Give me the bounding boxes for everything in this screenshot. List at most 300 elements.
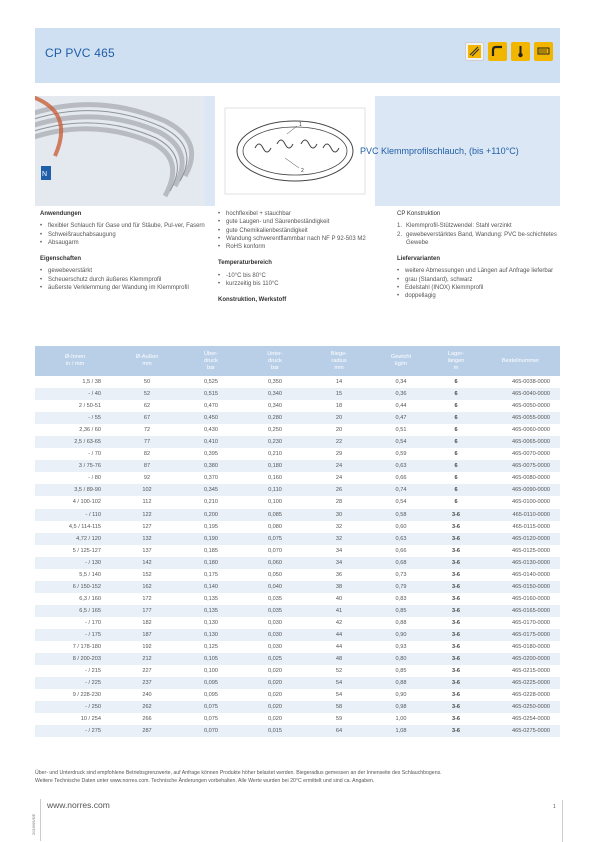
feature-icons (465, 42, 553, 61)
shipping-icon (534, 42, 553, 61)
column-3 (397, 210, 557, 309)
table-cell: 0,410 (179, 436, 243, 448)
table-cell: 112 (115, 496, 179, 508)
table-cell: 0,450 (179, 412, 243, 424)
table-cell: 3-6 (431, 629, 481, 641)
list-liefervarianten (397, 267, 557, 300)
table-cell: 1,08 (371, 725, 431, 737)
table-cell: 6 (431, 376, 481, 388)
table-cell: 26 (307, 484, 371, 496)
table-cell: 0,030 (243, 641, 307, 653)
table-cell: 0,54 (371, 436, 431, 448)
table-cell: 6 (431, 496, 481, 508)
table-cell: 6 (431, 448, 481, 460)
table-cell: 0,51 (371, 424, 431, 436)
table-cell: 0,210 (243, 448, 307, 460)
table-cell: 0,430 (179, 424, 243, 436)
table-cell: 0,93 (371, 641, 431, 653)
table-cell: 34 (307, 545, 371, 557)
table-cell: 0,075 (179, 713, 243, 725)
table-cell: 0,525 (179, 376, 243, 388)
table-row (35, 713, 560, 725)
footnote (35, 769, 560, 785)
table-cell: 0,130 (179, 629, 243, 641)
list-anwendungen (40, 222, 205, 247)
table-cell: 0,80 (371, 653, 431, 665)
table-cell: 465-0120-0000 (481, 533, 560, 545)
table-cell: 0,83 (371, 593, 431, 605)
list-item: • äußerste Verklemmung der Wandung im Klemmprofil (40, 284, 205, 292)
table-cell: 29 (307, 448, 371, 460)
table-cell: - / 55 (35, 412, 115, 424)
table-cell: 0,88 (371, 617, 431, 629)
table-cell: 227 (115, 665, 179, 677)
table-cell: 465-0040-0000 (481, 388, 560, 400)
table-cell: 0,85 (371, 605, 431, 617)
table-cell: 0,63 (371, 533, 431, 545)
table-cell: 465-0165-0000 (481, 605, 560, 617)
table-cell: 0,070 (179, 725, 243, 737)
table-cell: 0,085 (243, 509, 307, 521)
table-cell: 465-0100-0000 (481, 496, 560, 508)
table-cell: 3,5 / 89-90 (35, 484, 115, 496)
list-item: • gewebeverstärkt (40, 267, 205, 275)
table-row (35, 436, 560, 448)
table-cell: 3-6 (431, 569, 481, 581)
table-cell: 0,080 (243, 521, 307, 533)
table-cell: 0,135 (179, 593, 243, 605)
table-cell: 0,095 (179, 677, 243, 689)
table-cell: 237 (115, 677, 179, 689)
table-cell: 0,105 (179, 653, 243, 665)
table-cell: 465-0090-0000 (481, 484, 560, 496)
table-cell: 40 (307, 593, 371, 605)
table-cell: 465-0250-0000 (481, 701, 560, 713)
table-cell: 32 (307, 521, 371, 533)
table-cell: 0,350 (243, 376, 307, 388)
table-cell: 32 (307, 533, 371, 545)
table-cell: 54 (307, 677, 371, 689)
table-cell: 3-6 (431, 533, 481, 545)
product-band (35, 96, 560, 206)
table-cell: 465-0050-0000 (481, 400, 560, 412)
table-cell: 0,44 (371, 400, 431, 412)
table-cell: 6 (431, 460, 481, 472)
table-cell: 0,60 (371, 521, 431, 533)
table-cell: 87 (115, 460, 179, 472)
table-cell: 0,66 (371, 545, 431, 557)
table-cell: 0,340 (243, 388, 307, 400)
table-cell: 0,59 (371, 448, 431, 460)
page-number: 1 (553, 804, 556, 810)
table-cell: 3-6 (431, 593, 481, 605)
table-cell: 77 (115, 436, 179, 448)
table-cell: 4,72 / 120 (35, 533, 115, 545)
table-cell: - / 110 (35, 509, 115, 521)
table-cell: - / 70 (35, 448, 115, 460)
table-cell: 0,68 (371, 557, 431, 569)
table-cell: 3-6 (431, 665, 481, 677)
table-cell: 5 / 125-127 (35, 545, 115, 557)
table-cell: 67 (115, 412, 179, 424)
table-cell: 3-6 (431, 725, 481, 737)
table-cell: 6 (431, 436, 481, 448)
table-cell: 192 (115, 641, 179, 653)
list-item: • weitere Abmessungen und Längen auf Anfrage lieferbar (397, 267, 557, 275)
table-cell: 54 (307, 689, 371, 701)
table-cell: 64 (307, 725, 371, 737)
table-cell: 0,175 (179, 569, 243, 581)
table-cell: 3-6 (431, 557, 481, 569)
footnote-line-1: Über- und Unterdruck sind empfohlene Betriebsgrenzwerte, auf Anfrage können Produkte höher belastet werden. Biegeradius gemessen an der Innenseite des Schlauchbogens. (35, 770, 442, 776)
table-cell: 0,075 (243, 533, 307, 545)
table-cell: 465-0180-0000 (481, 641, 560, 653)
table-cell: 0,66 (371, 472, 431, 484)
table-row (35, 605, 560, 617)
table-cell: 152 (115, 569, 179, 581)
table-cell: 0,380 (179, 460, 243, 472)
table-cell: 0,110 (243, 484, 307, 496)
table-cell: 0,030 (243, 617, 307, 629)
table-cell: 24 (307, 460, 371, 472)
table-cell: - / 250 (35, 701, 115, 713)
table-cell: 0,340 (243, 400, 307, 412)
table-cell: 465-0130-0000 (481, 557, 560, 569)
table-cell: 127 (115, 521, 179, 533)
list-item: • Schweißrauchabsaugung (40, 231, 205, 239)
table-cell: 3-6 (431, 509, 481, 521)
table-cell: 6 (431, 472, 481, 484)
table-row (35, 593, 560, 605)
table-cell: 465-0065-0000 (481, 436, 560, 448)
table-cell: 3-6 (431, 521, 481, 533)
table-cell: 162 (115, 581, 179, 593)
table-cell: - / 80 (35, 472, 115, 484)
table-cell: 0,020 (243, 665, 307, 677)
table-cell: 8 / 200-203 (35, 653, 115, 665)
table-row (35, 725, 560, 737)
col-header-stock-lengths: Lager- längen m (431, 346, 481, 376)
cross-section-diagram (215, 96, 375, 206)
heading-konstruktion: Konstruktion, Werkstoff (218, 297, 287, 304)
footer-divider (40, 799, 41, 841)
table-cell: 122 (115, 509, 179, 521)
table-cell: 0,85 (371, 665, 431, 677)
table-cell: 7 / 178-180 (35, 641, 115, 653)
table-cell: 0,210 (179, 496, 243, 508)
list-item: • Wandung schwerentflammbar nach NF P 92-503 M2 (218, 235, 383, 243)
table-cell: 465-0110-0000 (481, 509, 560, 521)
table-cell: 2 / 50-51 (35, 400, 115, 412)
table-cell: 0,88 (371, 677, 431, 689)
table-cell: 0,030 (243, 629, 307, 641)
heading-temperature: Temperaturbereich (218, 260, 272, 267)
table-cell: 465-0215-0000 (481, 665, 560, 677)
table-cell: 24 (307, 472, 371, 484)
table-cell: 0,135 (179, 605, 243, 617)
table-cell: 28 (307, 496, 371, 508)
table-cell: 177 (115, 605, 179, 617)
table-cell: 6 (431, 400, 481, 412)
list-cp-konstruktion (397, 222, 557, 247)
table-cell: 287 (115, 725, 179, 737)
spec-table (35, 346, 560, 737)
table-cell: - / 40 (35, 388, 115, 400)
table-row (35, 569, 560, 581)
table-cell: 3-6 (431, 677, 481, 689)
diagram-label-2: 2 (301, 168, 304, 174)
table-cell: 0,54 (371, 496, 431, 508)
table-cell: 0,025 (243, 653, 307, 665)
table-cell: 0,345 (179, 484, 243, 496)
table-cell: 0,195 (179, 521, 243, 533)
table-cell: 0,79 (371, 581, 431, 593)
table-cell: 34 (307, 557, 371, 569)
list-properties (218, 210, 383, 251)
table-cell: 212 (115, 653, 179, 665)
diagram-label-1: 1 (299, 122, 302, 128)
col-header-order-number: Bestellnummer (481, 346, 560, 376)
table-cell: 9 / 228-230 (35, 689, 115, 701)
table-cell: 3-6 (431, 545, 481, 557)
table-cell: - / 175 (35, 629, 115, 641)
spec-table-wrapper (35, 346, 560, 737)
table-cell: 0,250 (243, 424, 307, 436)
table-cell: 20 (307, 424, 371, 436)
list-item: • grau (Standard), schwarz (397, 276, 557, 284)
table-cell: 0,140 (179, 581, 243, 593)
col-header-bend-radius: Biege- radius mm (307, 346, 371, 376)
table-row (35, 521, 560, 533)
table-cell: 465-0140-0000 (481, 569, 560, 581)
table-cell: 3-6 (431, 605, 481, 617)
table-cell: 15 (307, 388, 371, 400)
column-1 (40, 210, 205, 300)
table-cell: 465-0225-0000 (481, 677, 560, 689)
table-cell: 0,63 (371, 460, 431, 472)
table-cell: - / 170 (35, 617, 115, 629)
table-cell: 92 (115, 472, 179, 484)
table-cell: 102 (115, 484, 179, 496)
table-cell: 0,98 (371, 701, 431, 713)
table-cell: 465-0160-0000 (481, 593, 560, 605)
table-cell: 42 (307, 617, 371, 629)
footer-url: www.norres.com (47, 800, 110, 810)
table-cell: 0,280 (243, 412, 307, 424)
list-item: 2. gewebeverstärktes Band, Wandung: PVC be-schichtetes Gewebe (397, 231, 557, 246)
table-cell: 0,160 (243, 472, 307, 484)
table-row (35, 484, 560, 496)
list-item: • Edelstahl (INOX) Klemmprofil (397, 284, 557, 292)
list-eigenschaften (40, 267, 205, 292)
table-cell: 132 (115, 533, 179, 545)
list-item: • gute Chemikalienbeständigkeit (218, 227, 383, 235)
table-row (35, 641, 560, 653)
col-header-weight: Gewicht kg/m (371, 346, 431, 376)
table-cell: 0,095 (179, 689, 243, 701)
svg-text:N: N (42, 171, 48, 178)
table-cell: 3-6 (431, 617, 481, 629)
table-cell: 0,185 (179, 545, 243, 557)
footer-right-divider (562, 800, 563, 842)
table-cell: 0,90 (371, 689, 431, 701)
table-cell: 0,34 (371, 376, 431, 388)
footnote-line-2: Weitere Technische Daten unter www.norres.com. Technische Änderungen vorbehalten. Alle Werte wurden bei 20°C ermittelt und sind ca. Angaben. (35, 778, 375, 784)
table-cell: 0,90 (371, 629, 431, 641)
table-cell: 22 (307, 436, 371, 448)
col-header-overpressure: Über- druck bar (179, 346, 243, 376)
table-cell: 0,040 (243, 581, 307, 593)
table-row (35, 629, 560, 641)
temperature-icon (511, 42, 530, 61)
table-cell: 187 (115, 629, 179, 641)
table-cell: 465-0228-0000 (481, 689, 560, 701)
table-cell: 0,125 (179, 641, 243, 653)
table-cell: 465-0275-0000 (481, 725, 560, 737)
table-cell: 465-0115-0000 (481, 521, 560, 533)
table-cell: 0,470 (179, 400, 243, 412)
list-item: • -10°C bis 80°C (218, 272, 383, 280)
table-cell: 0,36 (371, 388, 431, 400)
table-cell: 1,5 / 38 (35, 376, 115, 388)
heading-cp-konstruktion: CP Konstruktion (397, 211, 441, 217)
col-header-outer-diameter: Ø-Außen mm (115, 346, 179, 376)
table-row (35, 400, 560, 412)
table-cell: 52 (307, 665, 371, 677)
table-cell: 6 (431, 484, 481, 496)
table-cell: 465-0038-0000 (481, 376, 560, 388)
table-cell: 59 (307, 713, 371, 725)
table-cell: 0,58 (371, 509, 431, 521)
product-subtitle: PVC Klemmprofilschlauch, (bis +110°C) (360, 146, 519, 156)
table-row (35, 448, 560, 460)
table-cell: 3-6 (431, 641, 481, 653)
table-row (35, 376, 560, 388)
table-cell: 38 (307, 581, 371, 593)
list-item: • doppellagig (397, 292, 557, 300)
table-cell: 44 (307, 641, 371, 653)
table-cell: 5,5 / 140 (35, 569, 115, 581)
table-cell: 0,180 (243, 460, 307, 472)
list-item: • hochflexibel + stauchbar (218, 210, 383, 218)
table-cell: 262 (115, 701, 179, 713)
table-row (35, 617, 560, 629)
table-cell: 0,020 (243, 689, 307, 701)
heading-liefervarianten: Liefervarianten (397, 256, 441, 263)
table-cell: 58 (307, 701, 371, 713)
heading-eigenschaften: Eigenschaften (40, 256, 82, 263)
table-cell: 0,47 (371, 412, 431, 424)
hose-photo (35, 96, 205, 206)
column-2 (218, 210, 383, 309)
table-cell: 82 (115, 448, 179, 460)
table-cell: 0,74 (371, 484, 431, 496)
table-cell: 4,5 / 114-115 (35, 521, 115, 533)
table-cell: 0,190 (179, 533, 243, 545)
list-item: • gute Laugen- und Säurenbeständigkeit (218, 218, 383, 226)
table-cell: 0,020 (243, 677, 307, 689)
table-row (35, 581, 560, 593)
table-cell: 0,035 (243, 605, 307, 617)
table-cell: 2,36 / 60 (35, 424, 115, 436)
table-cell: 0,515 (179, 388, 243, 400)
table-row (35, 412, 560, 424)
table-row (35, 689, 560, 701)
table-cell: 0,035 (243, 593, 307, 605)
list-temperature (218, 272, 383, 289)
table-cell: 465-0170-0000 (481, 617, 560, 629)
header-bar (35, 28, 560, 83)
table-cell: 266 (115, 713, 179, 725)
table-cell: 465-0075-0000 (481, 460, 560, 472)
table-cell: 465-0060-0000 (481, 424, 560, 436)
list-item: • flexibler Schlauch für Gase und für Stäube, Pul-ver, Fasern (40, 222, 205, 230)
table-cell: 48 (307, 653, 371, 665)
table-cell: 4 / 100-102 (35, 496, 115, 508)
table-cell: 0,100 (243, 496, 307, 508)
table-row (35, 388, 560, 400)
table-cell: 465-0070-0000 (481, 448, 560, 460)
table-row (35, 557, 560, 569)
table-cell: 6 (431, 388, 481, 400)
col-header-underpressure: Unter- druck bar (243, 346, 307, 376)
table-row (35, 545, 560, 557)
list-item: • RoHS konform (218, 243, 383, 251)
table-cell: 0,075 (179, 701, 243, 713)
table-cell: 465-0175-0000 (481, 629, 560, 641)
flex-icon (488, 42, 507, 61)
table-cell: 50 (115, 376, 179, 388)
table-cell: - / 275 (35, 725, 115, 737)
table-cell: 0,200 (179, 509, 243, 521)
table-cell: - / 130 (35, 557, 115, 569)
table-cell: 0,100 (179, 665, 243, 677)
table-row (35, 533, 560, 545)
table-cell: 465-0125-0000 (481, 545, 560, 557)
table-cell: 142 (115, 557, 179, 569)
table-cell: 465-0055-0000 (481, 412, 560, 424)
table-cell: 0,015 (243, 725, 307, 737)
table-cell: 465-0200-0000 (481, 653, 560, 665)
heading-anwendungen: Anwendungen (40, 211, 82, 217)
table-cell: 172 (115, 593, 179, 605)
table-row (35, 701, 560, 713)
table-cell: 465-0150-0000 (481, 581, 560, 593)
table-cell: 3-6 (431, 701, 481, 713)
table-cell: 41 (307, 605, 371, 617)
table-cell: 0,73 (371, 569, 431, 581)
table-row (35, 653, 560, 665)
table-cell: 0,395 (179, 448, 243, 460)
table-cell: 0,050 (243, 569, 307, 581)
col-header-inner-diameter: Ø-Innen in / mm (35, 346, 115, 376)
table-cell: 14 (307, 376, 371, 388)
table-cell: 0,060 (243, 557, 307, 569)
table-cell: 6,5 / 165 (35, 605, 115, 617)
table-cell: 182 (115, 617, 179, 629)
document-code: 2016/09/DE (31, 813, 36, 835)
table-cell: 465-0080-0000 (481, 472, 560, 484)
table-row (35, 460, 560, 472)
table-cell: 3 / 75-76 (35, 460, 115, 472)
table-cell: 6 (431, 412, 481, 424)
table-cell: 18 (307, 400, 371, 412)
table-cell: 3-6 (431, 581, 481, 593)
list-item: • Absaugarm (40, 239, 205, 247)
table-row (35, 424, 560, 436)
table-row (35, 665, 560, 677)
table-cell: 20 (307, 412, 371, 424)
